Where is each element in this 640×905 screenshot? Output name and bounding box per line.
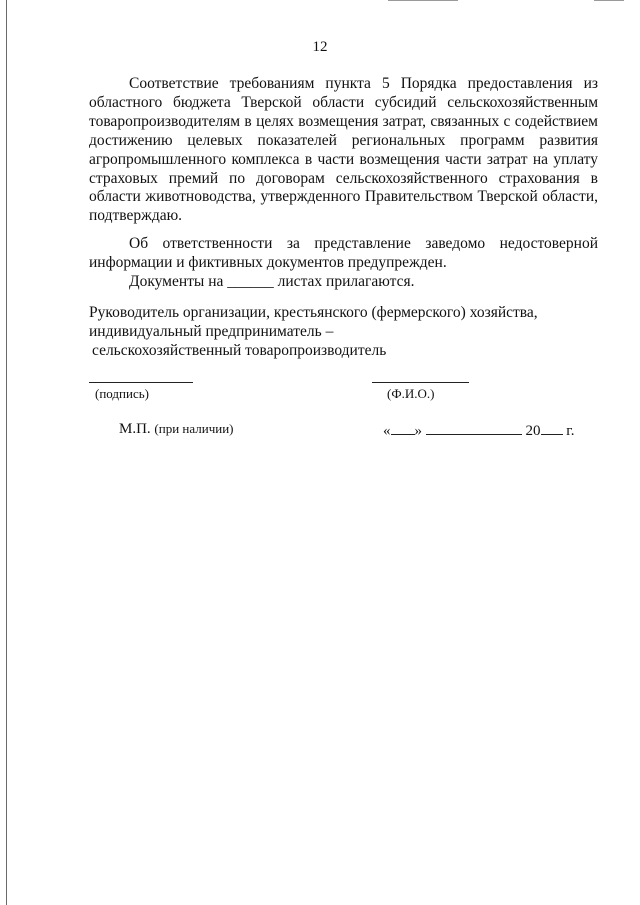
attachments-sheet-count-blank: ______: [227, 273, 274, 290]
liability-paragraph: Об ответственности за представление заведомо недостоверной информации и фиктивных документов предупрежден.: [89, 235, 598, 271]
month-blank: [426, 421, 522, 435]
date-close-quote: »: [414, 423, 422, 439]
seal-label: М.П.: [119, 421, 151, 437]
head-title-line: индивидуальный предприниматель –: [89, 323, 334, 340]
year-suffix: г.: [566, 423, 575, 439]
head-title-line: сельскохозяйственный товаропроизводитель: [92, 342, 387, 359]
year-blank: [541, 421, 563, 435]
year-prefix: 20: [525, 423, 541, 439]
scan-edge-mark: [388, 0, 458, 1]
attachments-paragraph: [89, 273, 598, 292]
name-caption: (Ф.И.О.): [387, 386, 435, 401]
page-number: 12: [312, 39, 328, 55]
seal-note: (при наличии): [154, 421, 234, 436]
page-left-border: [6, 0, 7, 905]
confirmation-paragraph: Соответствие требованиям пункта 5 Порядка предоставления из областного бюджета Тверской области субсидий сельскохозяйственным товаропроизводителям в целях возмещения затрат, связанных с содействием достижению целевых показателей региональных программ развития агропромышленного комплекса в части возмещения части затрат на уплату страховых премий по договорам сельскохозяйственного страхования в области животноводства, утвержденного Правительством Тверской области, подтверждаю.: [89, 75, 598, 225]
attachments-text-after: листах прилагаются.: [277, 273, 415, 290]
signature-line: [89, 382, 193, 383]
head-title-line: Руководитель организации, крестьянского (фермерского) хозяйства,: [89, 304, 538, 321]
head-title-block: [89, 303, 609, 360]
attachments-text-before: Документы на: [129, 273, 224, 290]
date-line: [383, 421, 574, 440]
date-open-quote: «: [383, 423, 391, 439]
scan-edge-mark: [594, 0, 624, 1]
signature-caption: (подпись): [95, 386, 149, 401]
seal-place: [119, 421, 233, 438]
name-line: [372, 382, 469, 383]
day-blank: [391, 421, 415, 435]
